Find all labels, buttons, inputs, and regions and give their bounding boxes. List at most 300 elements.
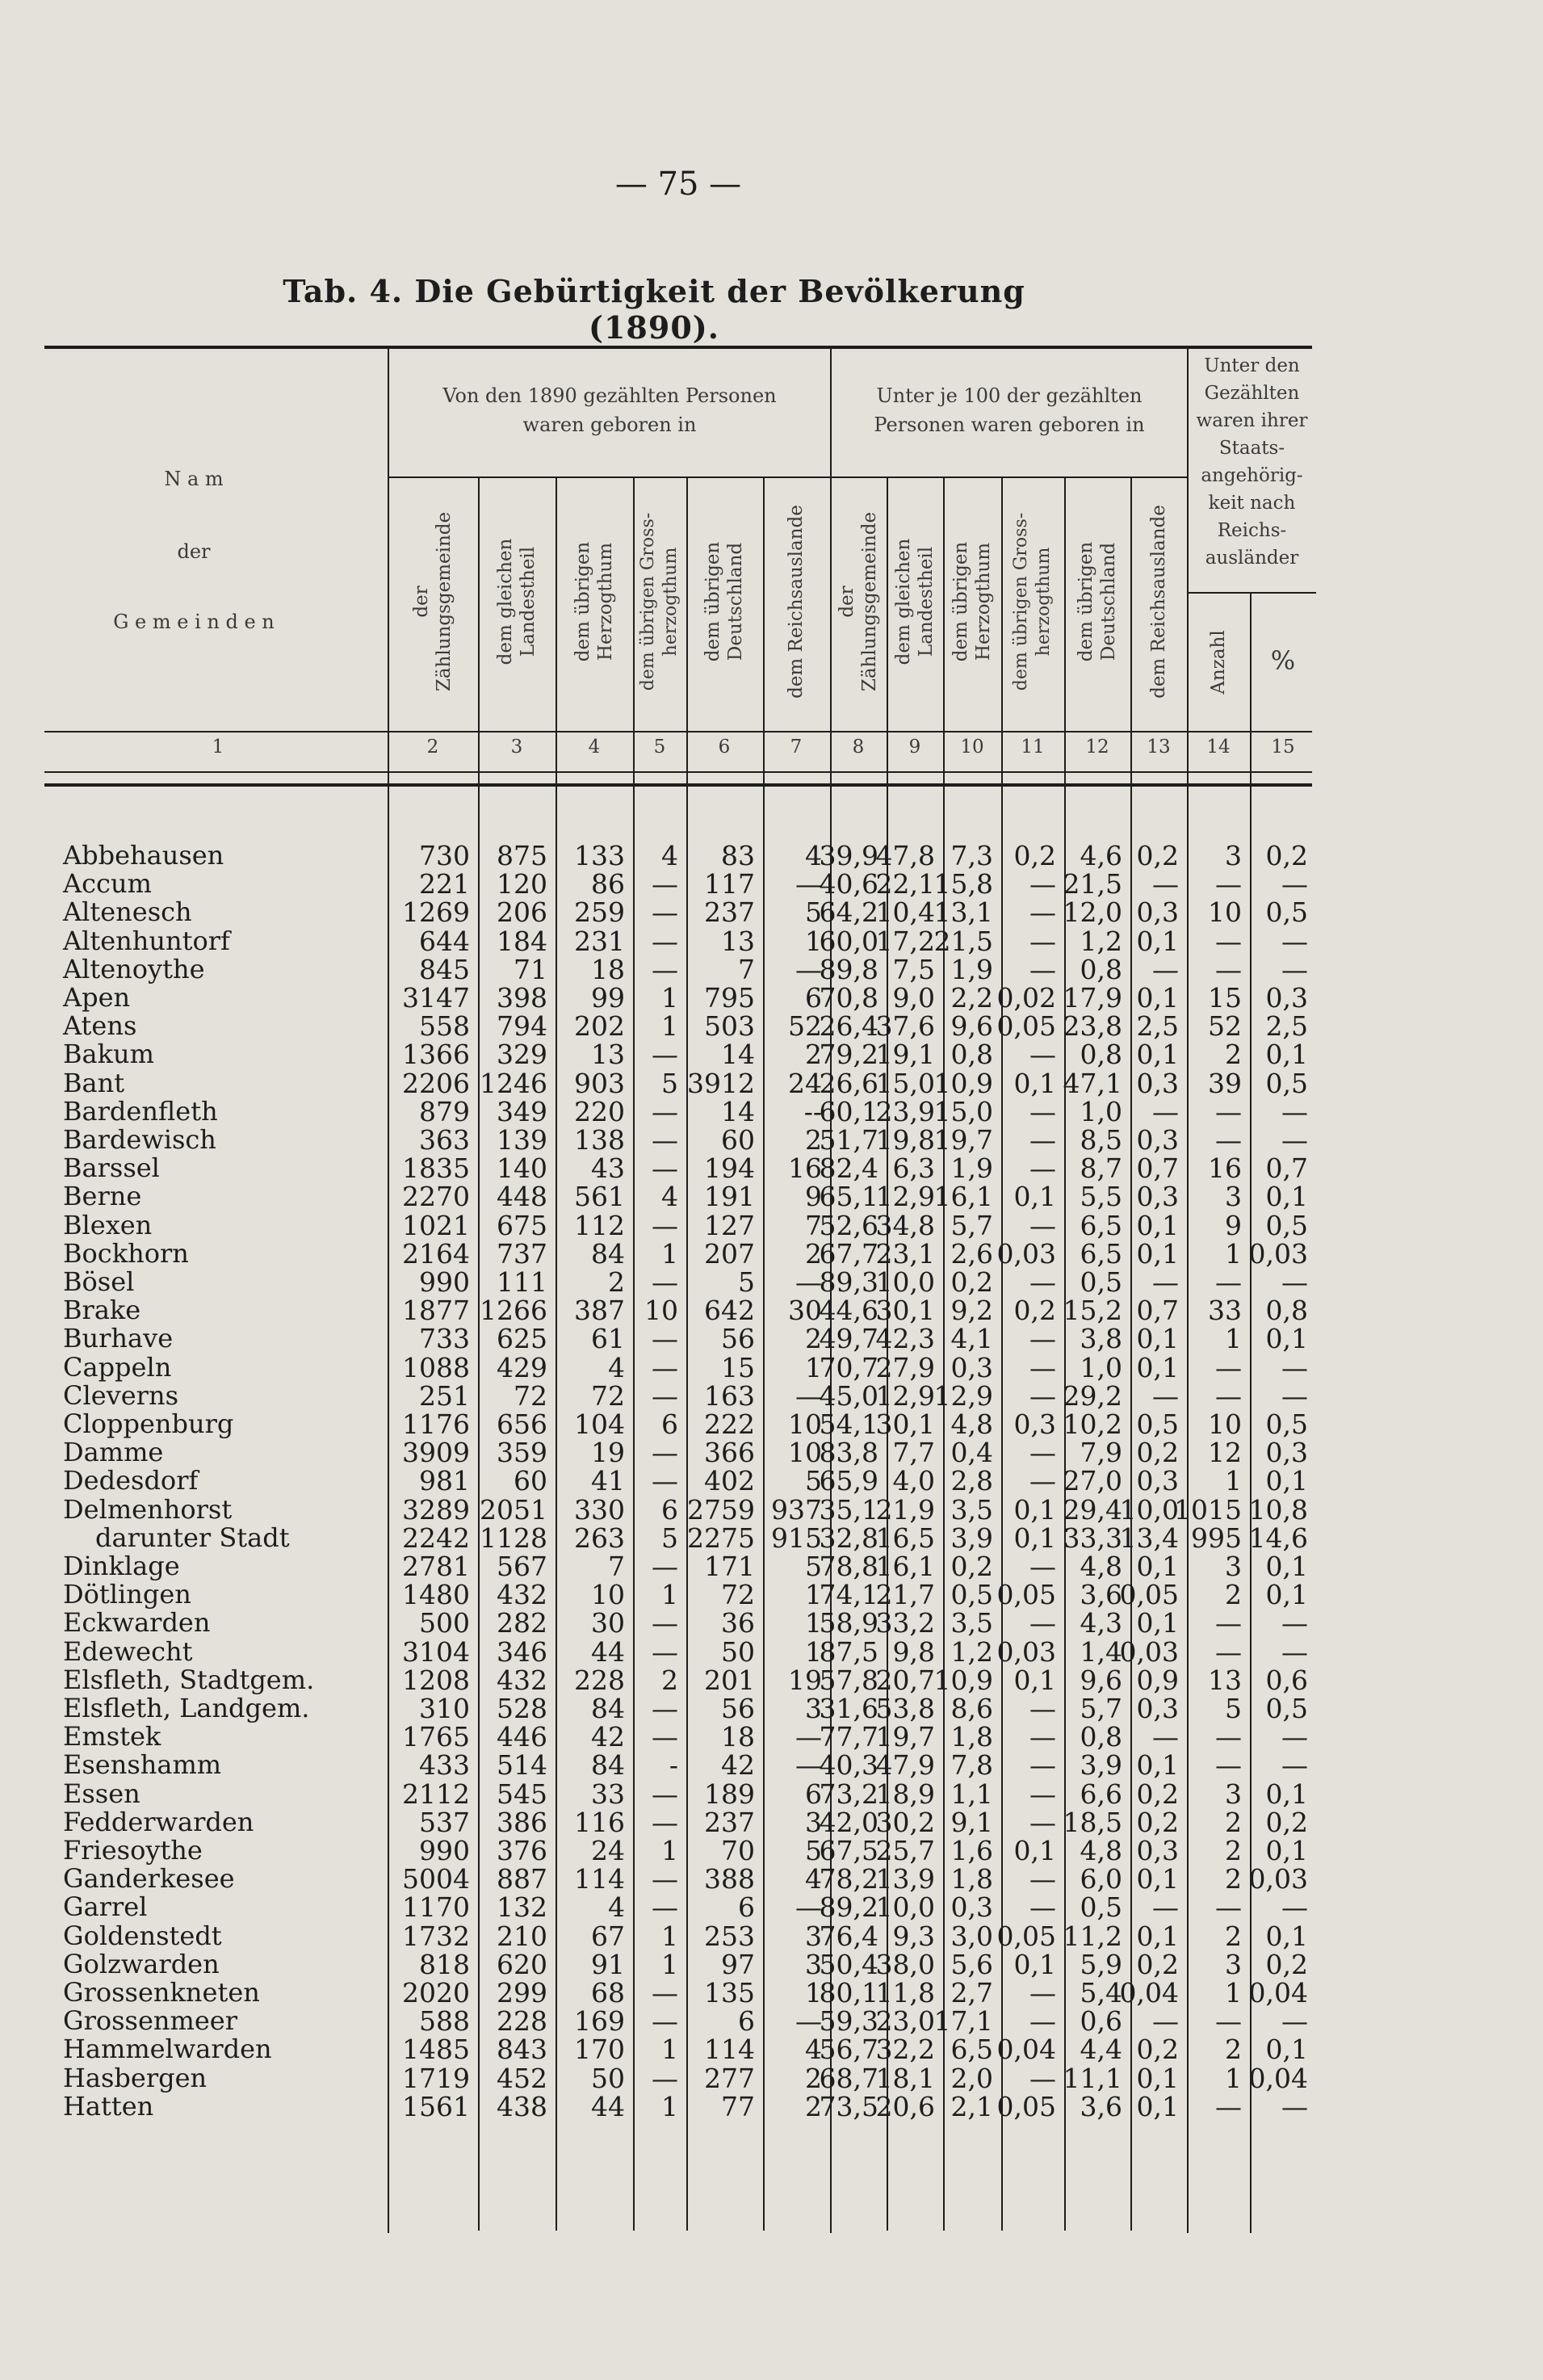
- row-name: Barssel: [63, 1152, 160, 1184]
- table-row: [0, 1211, 1332, 1240]
- row-value: —: [652, 1095, 678, 1127]
- row-value: —: [1215, 1266, 1242, 1298]
- column-number: 2: [426, 737, 439, 758]
- row-value: —: [1281, 953, 1308, 985]
- row-value: 4,0: [892, 1465, 935, 1497]
- row-value: 0,04: [1248, 2062, 1308, 2094]
- row-value: 16,5: [875, 1522, 935, 1554]
- row-value: —: [1281, 2090, 1308, 2122]
- table-row: [0, 1666, 1332, 1694]
- row-value: 1,0: [1080, 1095, 1122, 1127]
- row-value: —: [1215, 1095, 1242, 1127]
- row-value: 2: [1225, 1863, 1242, 1895]
- row-value: 429: [497, 1351, 547, 1383]
- row-value: 23,1: [875, 1237, 935, 1270]
- row-value: 642: [704, 1295, 755, 1327]
- subheader-grossherzogthum: dem übrigen Gross-herzogthum: [638, 512, 681, 691]
- row-value: 15,0: [875, 1067, 935, 1099]
- row-value: 7: [738, 953, 755, 985]
- row-value: 903: [574, 1067, 625, 1099]
- row-value: 1,1: [950, 1778, 993, 1810]
- row-value: 83,8: [819, 1437, 878, 1469]
- row-value: 2: [805, 1039, 822, 1071]
- row-value: 558: [419, 1010, 470, 1043]
- row-name: Atens: [63, 1010, 137, 1042]
- row-value: 5: [805, 1551, 822, 1582]
- subheader-landestheil: dem gleichen Landestheil: [495, 538, 539, 665]
- row-value: —: [1029, 2005, 1056, 2038]
- column-number: 14: [1206, 737, 1231, 758]
- row-value: 376: [497, 1835, 547, 1866]
- row-value: 1266: [480, 1295, 547, 1327]
- row-value: 0,05: [996, 1579, 1056, 1611]
- row-value: —: [652, 1721, 678, 1753]
- subheader-pct-grossherzogthum: dem übrigen Gross-herzogthum: [1011, 512, 1054, 691]
- row-value: 0,1: [1265, 2034, 1308, 2066]
- row-value: 843: [497, 2034, 547, 2066]
- row-value: —: [1215, 868, 1242, 900]
- table-row: [0, 2064, 1332, 2092]
- row-value: 2: [1225, 2034, 1242, 2066]
- page-number: — 75 —: [614, 166, 742, 203]
- row-value: —: [652, 1806, 678, 1838]
- row-value: 71: [514, 953, 547, 985]
- row-value: 13: [1208, 1664, 1242, 1696]
- row-value: 0,2: [950, 1266, 993, 1298]
- row-value: 0,3: [1136, 1693, 1179, 1724]
- row-value: 0,1: [1136, 1323, 1179, 1355]
- row-value: 366: [704, 1437, 755, 1469]
- row-value: —: [1029, 1437, 1056, 1469]
- row-value: 207: [704, 1237, 755, 1270]
- row-value: —: [652, 1209, 678, 1241]
- row-value: —: [795, 1721, 822, 1753]
- row-value: 24: [788, 1067, 822, 1099]
- row-value: 0,3: [1265, 982, 1308, 1014]
- row-value: 35,1: [819, 1493, 878, 1526]
- row-value: 8,7: [1080, 1152, 1122, 1185]
- row-value: 78,8: [819, 1551, 878, 1582]
- row-value: 73,5: [819, 2090, 878, 2122]
- row-value: 937: [771, 1493, 822, 1526]
- column-number: 6: [718, 737, 731, 758]
- row-value: 33,3: [1063, 1522, 1122, 1554]
- row-value: 32,8: [819, 1522, 878, 1554]
- row-value: —: [1281, 1891, 1308, 1924]
- subheader-pct-deutschland: dem übrigen Deutschland: [1075, 541, 1119, 662]
- row-value: 114: [574, 1863, 625, 1895]
- row-value: —: [1152, 868, 1179, 900]
- row-value: 1208: [402, 1664, 470, 1696]
- row-value: 3: [1225, 1778, 1242, 1810]
- header-name-line-1: N a m: [164, 468, 224, 490]
- row-value: 16,1: [933, 1181, 993, 1213]
- row-value: 67: [591, 1920, 625, 1952]
- row-value: 0,6: [1080, 2005, 1122, 2038]
- row-value: 31,6: [819, 1693, 878, 1724]
- row-value: 13: [591, 1039, 625, 1071]
- row-value: 3,6: [1080, 1579, 1122, 1611]
- row-value: —: [652, 925, 678, 957]
- row-value: 70,8: [819, 982, 878, 1014]
- row-value: 104: [574, 1408, 625, 1440]
- row-value: 2: [1225, 1806, 1242, 1838]
- row-value: 1: [805, 1579, 822, 1611]
- colnum-bottom-rule-2: [44, 783, 1312, 787]
- row-value: 191: [704, 1181, 755, 1213]
- row-value: 77,7: [819, 1721, 878, 1753]
- row-value: 0,2: [1136, 2034, 1179, 2066]
- row-value: 0,5: [1080, 1891, 1122, 1924]
- row-value: 33: [591, 1778, 625, 1810]
- row-value: 0,3: [1136, 1181, 1179, 1213]
- row-value: 138: [574, 1124, 625, 1156]
- row-value: 1: [661, 1835, 678, 1866]
- row-value: 6: [661, 1408, 678, 1440]
- row-value: 41: [591, 1465, 625, 1497]
- row-value: 47,8: [875, 840, 935, 871]
- row-value: 4: [661, 840, 678, 871]
- row-name: Cleverns: [63, 1379, 178, 1411]
- header-name-line-2: der: [177, 540, 211, 563]
- row-value: 5,6: [950, 1948, 993, 1980]
- row-value: 3: [805, 1920, 822, 1952]
- row-value: —: [1029, 1266, 1056, 1298]
- row-value: 0,1: [1265, 1181, 1308, 1213]
- row-value: 52: [788, 1010, 822, 1043]
- row-value: —: [652, 1465, 678, 1497]
- row-value: 845: [419, 953, 470, 985]
- row-value: 1,9: [950, 1152, 993, 1185]
- row-value: 2,2: [950, 982, 993, 1014]
- row-value: 12: [1208, 1437, 1242, 1469]
- row-value: 1170: [402, 1891, 470, 1924]
- row-value: 625: [497, 1323, 547, 1355]
- row-value: 6: [738, 2005, 755, 2038]
- row-value: 44,6: [819, 1295, 878, 1327]
- row-value: 37,6: [875, 1010, 935, 1043]
- row-value: 2270: [402, 1181, 470, 1213]
- row-value: 116: [574, 1806, 625, 1838]
- row-value: 263: [574, 1522, 625, 1554]
- row-value: —: [652, 1351, 678, 1383]
- row-value: 0,1: [1013, 1664, 1056, 1696]
- table-row: [0, 1010, 1332, 1043]
- row-value: —: [652, 2005, 678, 2038]
- row-value: 10: [644, 1295, 678, 1327]
- row-value: 3,6: [1080, 2090, 1122, 2122]
- row-value: 26,4: [819, 1010, 878, 1043]
- row-value: —: [1281, 1124, 1308, 1156]
- row-value: 2: [1225, 1835, 1242, 1866]
- row-value: 7: [805, 1209, 822, 1241]
- row-value: 56: [721, 1693, 755, 1724]
- header-group-foreigners: Unter den Gezählten waren ihrer Staats-angehörig-keit nach Reichs-ausländer: [1196, 355, 1308, 569]
- row-value: —: [652, 1323, 678, 1355]
- row-value: 169: [574, 2005, 625, 2038]
- table-row: [0, 1152, 1332, 1185]
- row-value: 0,3: [1136, 1067, 1179, 1099]
- table-row: [0, 1922, 1332, 1950]
- row-value: 0,7: [1136, 1152, 1179, 1185]
- row-value: —: [1215, 1351, 1242, 1383]
- row-value: 9,8: [892, 1635, 935, 1668]
- row-value: 60,0: [819, 925, 878, 957]
- row-value: 68,7: [819, 2062, 878, 2094]
- row-value: 1: [1225, 2062, 1242, 2094]
- row-value: 86: [591, 868, 625, 900]
- row-value: 42: [591, 1721, 625, 1753]
- row-value: 0,02: [996, 982, 1056, 1014]
- row-value: 656: [497, 1408, 547, 1440]
- row-value: —: [1029, 1778, 1056, 1810]
- table-row: [0, 1694, 1332, 1723]
- row-name: Dinklage: [63, 1551, 180, 1581]
- row-value: —: [1281, 1721, 1308, 1753]
- row-value: 0,05: [1119, 1579, 1179, 1611]
- row-value: 237: [704, 896, 755, 929]
- row-value: 387: [574, 1295, 625, 1327]
- row-value: 2242: [402, 1522, 470, 1554]
- row-value: —: [795, 868, 822, 900]
- row-value: 5: [661, 1067, 678, 1099]
- row-value: 446: [497, 1721, 547, 1753]
- row-value: 15: [721, 1351, 755, 1383]
- row-value: 237: [704, 1806, 755, 1838]
- row-value: —: [1281, 1607, 1308, 1639]
- row-value: 2: [805, 1124, 822, 1156]
- row-name: Essen: [63, 1778, 140, 1809]
- row-value: 0,1: [1013, 1493, 1056, 1526]
- table-row: [0, 1126, 1332, 1154]
- row-value: 2206: [402, 1067, 470, 1099]
- row-value: 310: [419, 1693, 470, 1724]
- row-value: 0,8: [1080, 953, 1122, 985]
- row-value: 1877: [402, 1295, 470, 1327]
- row-value: 0,1: [1013, 1835, 1056, 1866]
- row-value: —: [652, 1693, 678, 1724]
- row-value: 49,7: [819, 1323, 878, 1355]
- row-value: 57,8: [819, 1664, 878, 1696]
- row-value: 65,9: [819, 1465, 878, 1497]
- row-value: 20,7: [875, 1664, 935, 1696]
- row-value: 1,8: [950, 1863, 993, 1895]
- row-value: 1: [661, 1920, 678, 1952]
- row-value: 0,6: [1265, 1664, 1308, 1696]
- row-value: 5,7: [950, 1209, 993, 1241]
- row-value: 3: [805, 1806, 822, 1838]
- row-value: 13,4: [1119, 1522, 1179, 1554]
- row-value: 21,9: [875, 1493, 935, 1526]
- row-value: —: [1029, 1607, 1056, 1639]
- row-value: 40,3: [819, 1749, 878, 1782]
- row-name: Hasbergen: [63, 2062, 208, 2093]
- row-value: 7,5: [892, 953, 935, 985]
- table-row: [0, 1723, 1332, 1751]
- row-value: 2: [805, 1323, 822, 1355]
- row-value: 10,8: [1248, 1493, 1308, 1526]
- row-value: 0,1: [1265, 1920, 1308, 1952]
- row-value: 1: [805, 1635, 822, 1668]
- row-value: 0,1: [1265, 1323, 1308, 1355]
- row-value: 112: [574, 1209, 625, 1241]
- row-value: 201: [704, 1664, 755, 1696]
- row-name: Bardewisch: [63, 1124, 216, 1155]
- row-value: —: [1152, 1891, 1179, 1924]
- subheader-deutschland: dem übrigen Deutschland: [702, 541, 746, 662]
- row-value: —: [1029, 1039, 1056, 1071]
- row-value: 1: [661, 2090, 678, 2122]
- row-value: 29,4: [1063, 1493, 1122, 1526]
- subheader-zaehlungsgemeinde: der Zählungsgemeinde: [411, 511, 455, 692]
- row-value: 0,1: [1136, 925, 1179, 957]
- row-value: 34,8: [875, 1209, 935, 1241]
- row-value: 875: [497, 840, 547, 871]
- row-value: —: [1215, 925, 1242, 957]
- row-value: 89,3: [819, 1266, 878, 1298]
- row-value: 3104: [402, 1635, 470, 1668]
- table-row: [0, 1635, 1332, 1668]
- row-value: 9,2: [950, 1295, 993, 1327]
- row-value: 19: [591, 1437, 625, 1469]
- row-name: Goldenstedt: [63, 1920, 222, 1951]
- column-number: 4: [588, 737, 601, 758]
- row-value: —: [795, 1379, 822, 1412]
- row-value: —: [1215, 1124, 1242, 1156]
- row-value: 5,7: [1080, 1693, 1122, 1724]
- row-name: Altenesch: [63, 896, 192, 928]
- row-value: 0,5: [950, 1579, 993, 1611]
- column-number: 10: [960, 737, 984, 758]
- row-value: 3912: [687, 1067, 755, 1099]
- row-value: —: [1029, 2062, 1056, 2094]
- table-row: [0, 1749, 1332, 1782]
- row-value: 2,5: [1136, 1010, 1179, 1043]
- row-value: —: [1281, 1379, 1308, 1412]
- row-value: 6,5: [1080, 1237, 1122, 1270]
- row-value: —: [1281, 1635, 1308, 1668]
- table-row: [0, 1950, 1332, 1979]
- row-value: 18: [591, 953, 625, 985]
- row-value: 60: [721, 1124, 755, 1156]
- table-row: [0, 2092, 1332, 2121]
- row-value: 2,7: [950, 1977, 993, 2009]
- row-value: 228: [574, 1664, 625, 1696]
- row-value: —: [1215, 953, 1242, 985]
- row-value: 12,9: [875, 1181, 935, 1213]
- row-value: 23,9: [875, 1095, 935, 1127]
- row-name: Accum: [63, 868, 152, 900]
- table-row: [0, 1379, 1332, 1412]
- row-value: 68: [591, 1977, 625, 2009]
- row-value: 51,7: [819, 1124, 878, 1156]
- row-value: 52,6: [819, 1209, 878, 1241]
- row-value: —: [652, 1863, 678, 1895]
- row-value: 21,7: [875, 1579, 935, 1611]
- column-number: 12: [1085, 737, 1109, 758]
- row-value: 2: [805, 1237, 822, 1270]
- row-value: 15: [1208, 982, 1242, 1014]
- row-value: 135: [704, 1977, 755, 2009]
- row-value: 990: [419, 1835, 470, 1866]
- row-value: 0,1: [1013, 1067, 1056, 1099]
- row-value: 163: [704, 1379, 755, 1412]
- row-value: 16,1: [875, 1551, 935, 1582]
- row-value: 0,03: [1248, 1863, 1308, 1895]
- row-value: —: [652, 1039, 678, 1071]
- row-name: Dedesdorf: [63, 1465, 199, 1496]
- table-row: [0, 927, 1332, 955]
- row-value: 0,1: [1136, 2090, 1179, 2122]
- row-value: 56,7: [819, 2034, 878, 2066]
- row-name: Bardenfleth: [63, 1095, 218, 1127]
- row-value: —: [652, 1977, 678, 2009]
- row-value: 3: [1225, 840, 1242, 871]
- row-value: —: [652, 1551, 678, 1582]
- row-value: 12,9: [933, 1379, 993, 1412]
- row-value: 0,1: [1136, 1551, 1179, 1582]
- column-number: 11: [1021, 737, 1045, 758]
- row-value: 10,0: [875, 1891, 935, 1924]
- row-value: 0,04: [1248, 1977, 1308, 2009]
- row-value: —: [1215, 1749, 1242, 1782]
- row-value: 644: [419, 925, 470, 957]
- row-value: 887: [497, 1863, 547, 1895]
- row-value: 1088: [402, 1351, 470, 1383]
- row-value: 4,8: [1080, 1835, 1122, 1866]
- row-value: 3: [1225, 1551, 1242, 1582]
- row-value: 67,7: [819, 1237, 878, 1270]
- row-value: —: [652, 1891, 678, 1924]
- row-value: 0,2: [1136, 1437, 1179, 1469]
- row-value: 5: [1225, 1693, 1242, 1724]
- row-value: 3: [1225, 1948, 1242, 1980]
- row-value: 0,2: [1136, 1778, 1179, 1810]
- row-value: 36: [721, 1607, 755, 1639]
- row-value: 1765: [402, 1721, 470, 1753]
- row-value: 74,1: [819, 1579, 878, 1611]
- row-value: 9,0: [892, 982, 935, 1014]
- row-value: 0,8: [1080, 1721, 1122, 1753]
- row-value: 170: [574, 2034, 625, 2066]
- row-value: 1: [661, 1010, 678, 1043]
- row-value: 1: [661, 1237, 678, 1270]
- row-value: 0,03: [996, 1635, 1056, 1668]
- row-value: 10: [788, 1408, 822, 1440]
- row-value: 2,1: [950, 2090, 993, 2122]
- row-value: 17,1: [933, 2005, 993, 2038]
- row-value: —: [795, 2005, 822, 2038]
- row-value: 38,0: [875, 1948, 935, 1980]
- row-name: Ganderkesee: [63, 1863, 235, 1895]
- row-value: 39: [1208, 1067, 1242, 1099]
- row-value: 282: [497, 1607, 547, 1639]
- row-value: 448: [497, 1181, 547, 1213]
- row-value: 1,4: [1080, 1635, 1122, 1668]
- row-value: 42,3: [875, 1323, 935, 1355]
- row-value: 10,4: [875, 896, 935, 929]
- row-value: 171: [704, 1551, 755, 1582]
- row-value: 0,1: [1136, 1749, 1179, 1782]
- row-name: Bockhorn: [63, 1237, 189, 1269]
- header-group-absolute: Von den 1890 gezählten Personen waren geboren in: [442, 384, 777, 436]
- table-row: [0, 984, 1332, 1012]
- row-value: 514: [497, 1749, 547, 1782]
- row-value: 0,5: [1136, 1408, 1179, 1440]
- row-value: 73,2: [819, 1778, 878, 1810]
- row-value: --: [803, 1095, 822, 1127]
- row-value: —: [1029, 1551, 1056, 1582]
